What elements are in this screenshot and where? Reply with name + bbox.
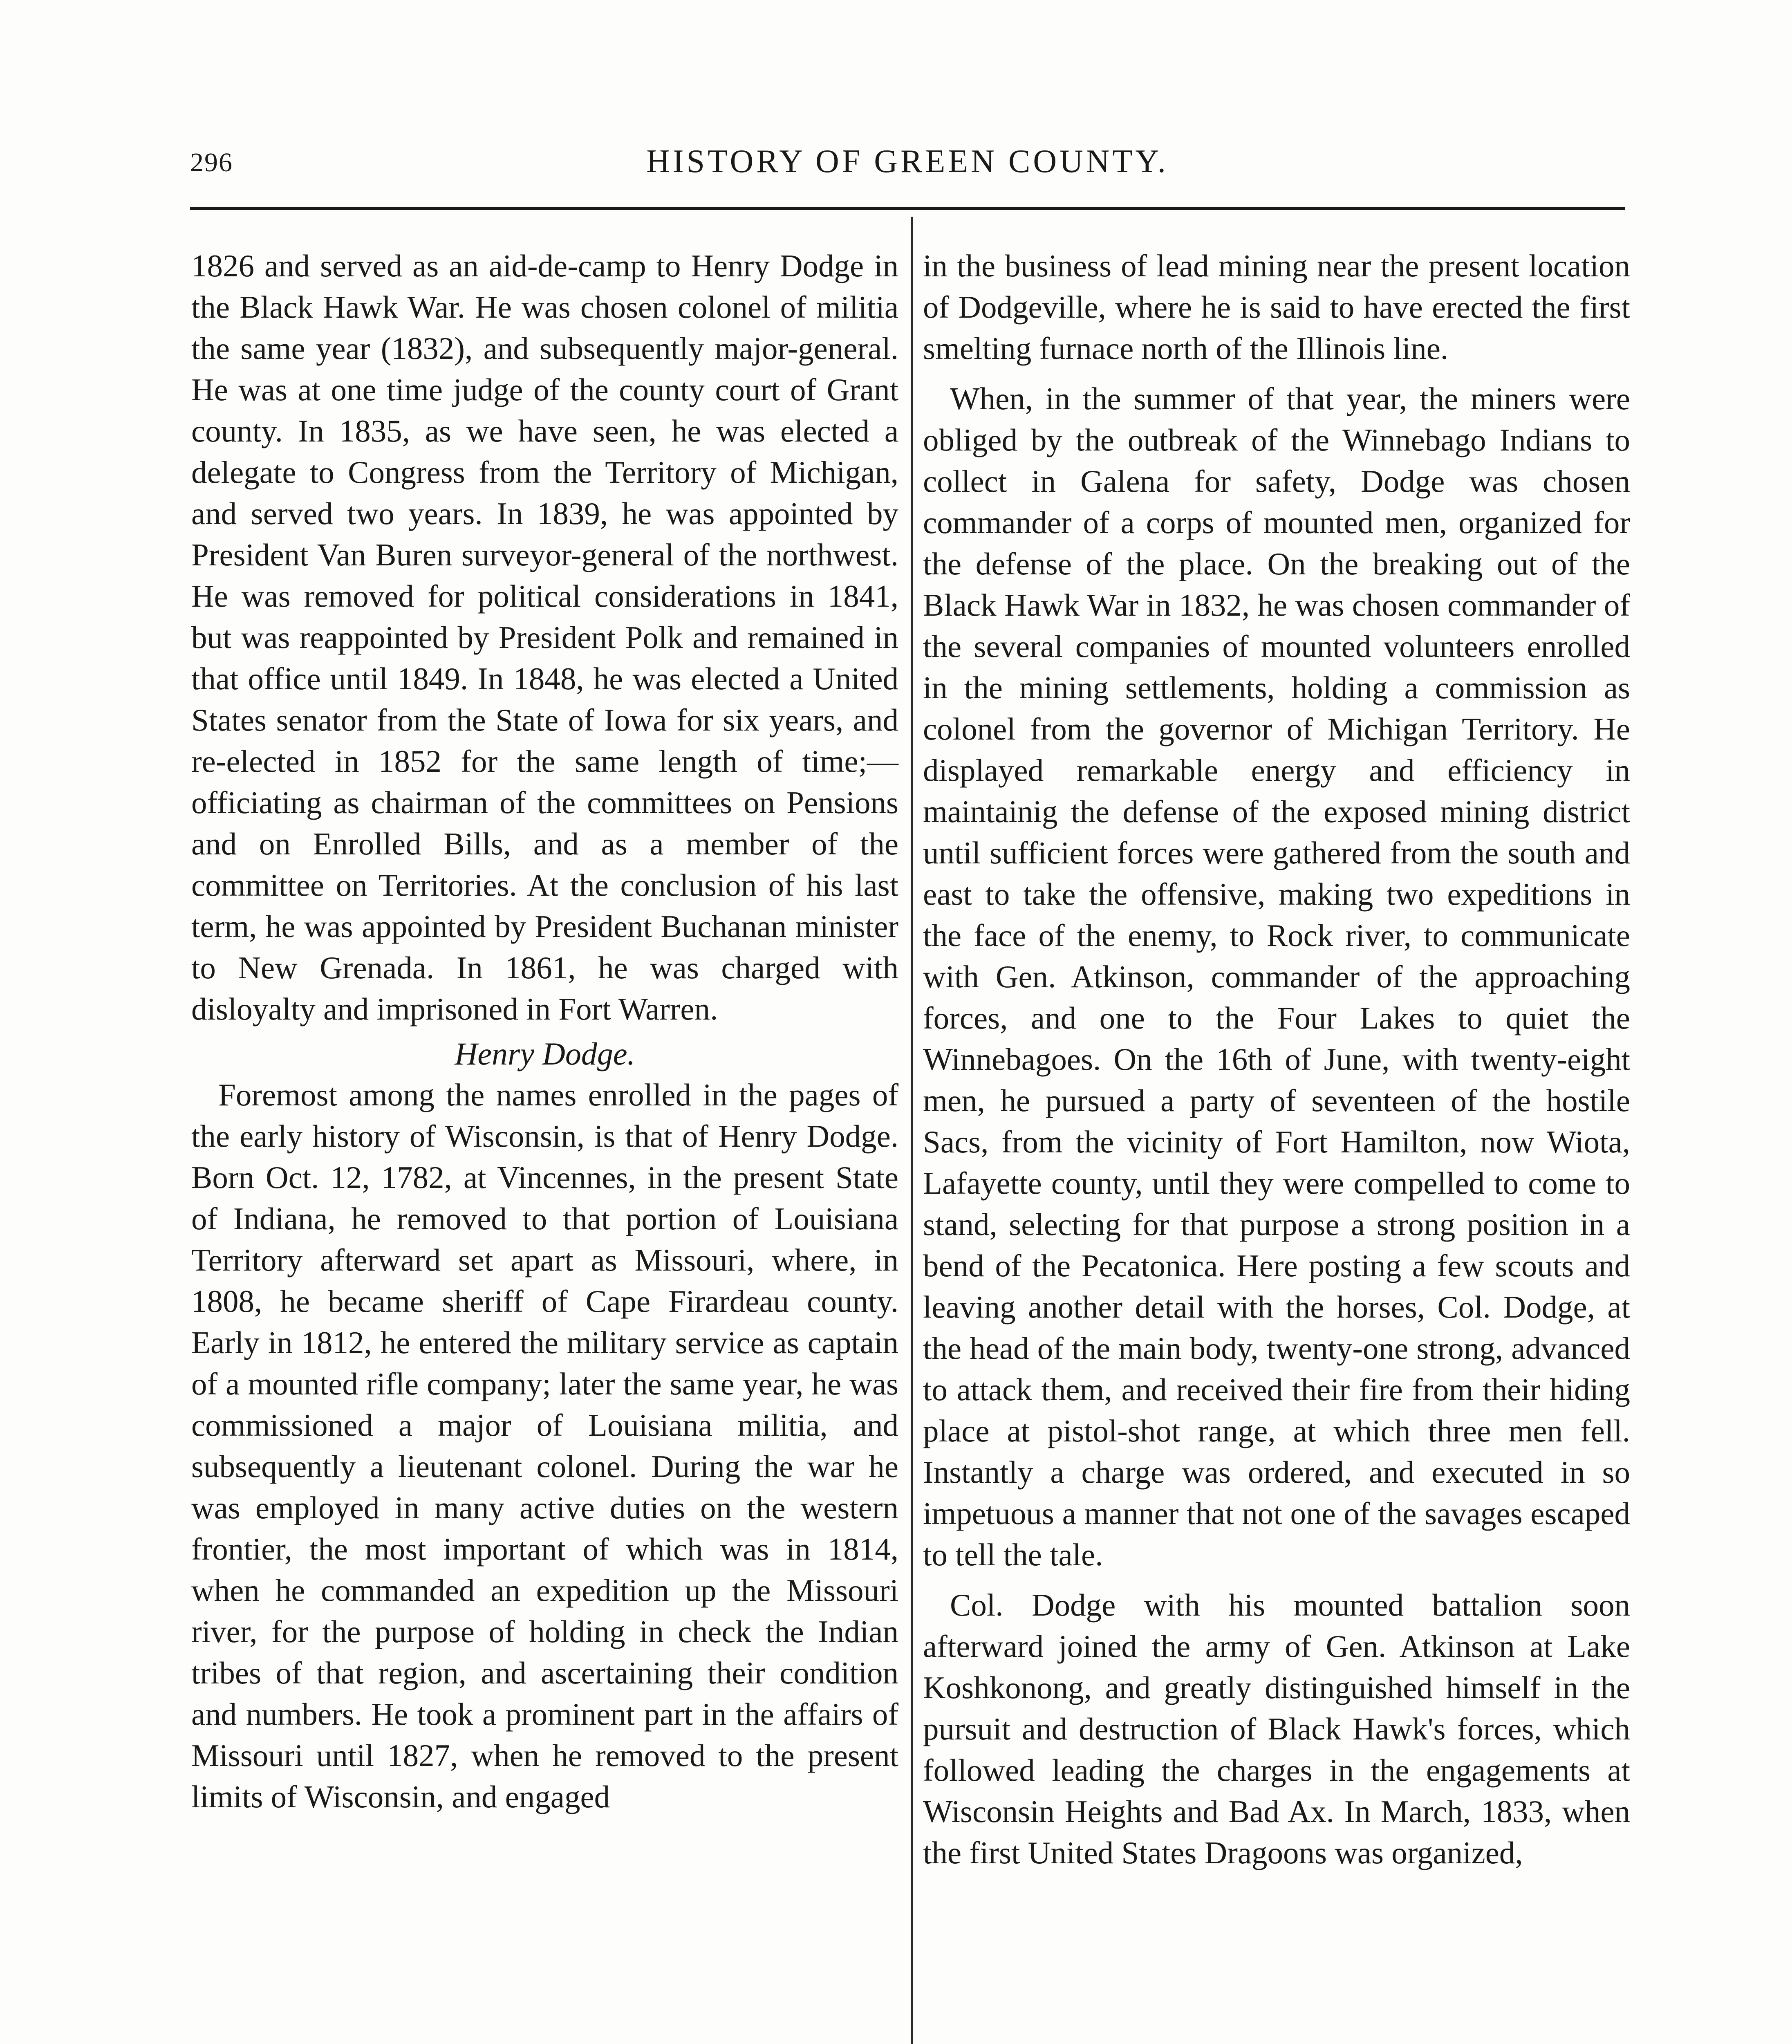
right-paragraph-1: in the business of lead mining near the present location of Dodgeville, where he is said to have erected the first smelting furnace north of the Illinois line.	[923, 248, 1630, 366]
page-number: 296	[190, 148, 233, 177]
right-paragraph-3: Col. Dodge with his mounted battalion soon afterward joined the army of Gen. Atkinson at Lake Koshkonong, and greatly distinguished himself in the pursuit and destruction of Black Hawk's forces, which followed leading the charges in the engagements at Wisconsin Heights and Bad Ax. In March, 1833, when the first United States Dragoons was organized,	[923, 1587, 1630, 1870]
column-divider	[911, 217, 913, 2044]
left-paragraph-2: Foremost among the names enrolled in the pages of the early history of Wisconsin, is that of Henry Dodge. Born Oct. 12, 1782, at Vincennes, in the present State of Indiana, he removed to that portion of Louisiana Territory afterward set apart as Missouri, where, in 1808, he became sheriff of Cape Firardeau county. Early in 1812, he entered the military service as captain of a mounted rifle company; later the same year, he was commissioned a major of Louisiana militia, and subsequently a lieutenant colonel. During the war he was employed in many active duties on the western frontier, the most important of which was in 1814, when he commanded an expedition up the Missouri river, for the purpose of holding in check the Indian tribes of that region, and ascertaining their condition and numbers. He took a prominent part in the affairs of Missouri until 1827, when he removed to the present limits of Wisconsin, and engaged	[191, 1077, 898, 1814]
right-column	[923, 245, 1630, 1874]
running-title: HISTORY OF GREEN COUNTY.	[646, 143, 1169, 179]
page-header	[190, 139, 1625, 188]
left-column	[191, 245, 898, 1818]
right-paragraph-2: When, in the summer of that year, the miners were obliged by the outbreak of the Winnebago Indians to collect in Galena for safety, Dodge was chosen commander of a corps of mounted men, organized for the defense of the place. On the breaking out of the Black Hawk War in 1832, he was chosen commander of the several companies of mounted volunteers enrolled in the mining settlements, holding a commission as colonel from the governor of Michigan Territory. He displayed remarkable energy and efficiency in maintainig the defense of the exposed mining district until sufficient forces were gathered from the south and east to take the offensive, making two expeditions in the face of the enemy, to Rock river, to communicate with Gen. Atkinson, commander of the approaching forces, and one to the Four Lakes to quiet the Winnebagoes. On the 16th of June, with twenty-eight men, he pursued a party of seventeen of the hostile Sacs, from the vicinity of Fort Hamilton, now Wiota, Lafayette county, until they were compelled to come to stand, selecting for that purpose a strong position in a bend of the Pecatonica. Here posting a few scouts and leaving another detail with the horses, Col. Dodge, at the head of the main body, twenty-one strong, advanced to attack them, and received their fire from their hiding place at pistol-shot range, at which three men fell. Instantly a charge was ordered, and executed in so impetuous a manner that not one of the savages escaped to tell the tale.	[923, 381, 1630, 1572]
header-rule	[190, 207, 1625, 210]
section-heading-henry-dodge: Henry Dodge.	[455, 1036, 635, 1071]
left-paragraph-1: 1826 and served as an aid-de-camp to Henry Dodge in the Black Hawk War. He was chosen colonel of militia the same year (1832), and subsequently major-general. He was at one time judge of the county court of Grant county. In 1835, as we have seen, he was elected a delegate to Congress from the Territory of Michigan, and served two years. In 1839, he was appointed by President Van Buren surveyor-general of the northwest. He was removed for political considerations in 1841, but was reappointed by President Polk and remained in that office until 1849. In 1848, he was elected a United States senator from the State of Iowa for six years, and re-elected in 1852 for the same length of time;—officiating as chairman of the committees on Pensions and on Enrolled Bills, and as a member of the committee on Territories. At the conclusion of his last term, he was appointed by President Buchanan minister to New Grenada. In 1861, he was charged with disloyalty and imprisoned in Fort Warren.	[191, 248, 898, 1026]
